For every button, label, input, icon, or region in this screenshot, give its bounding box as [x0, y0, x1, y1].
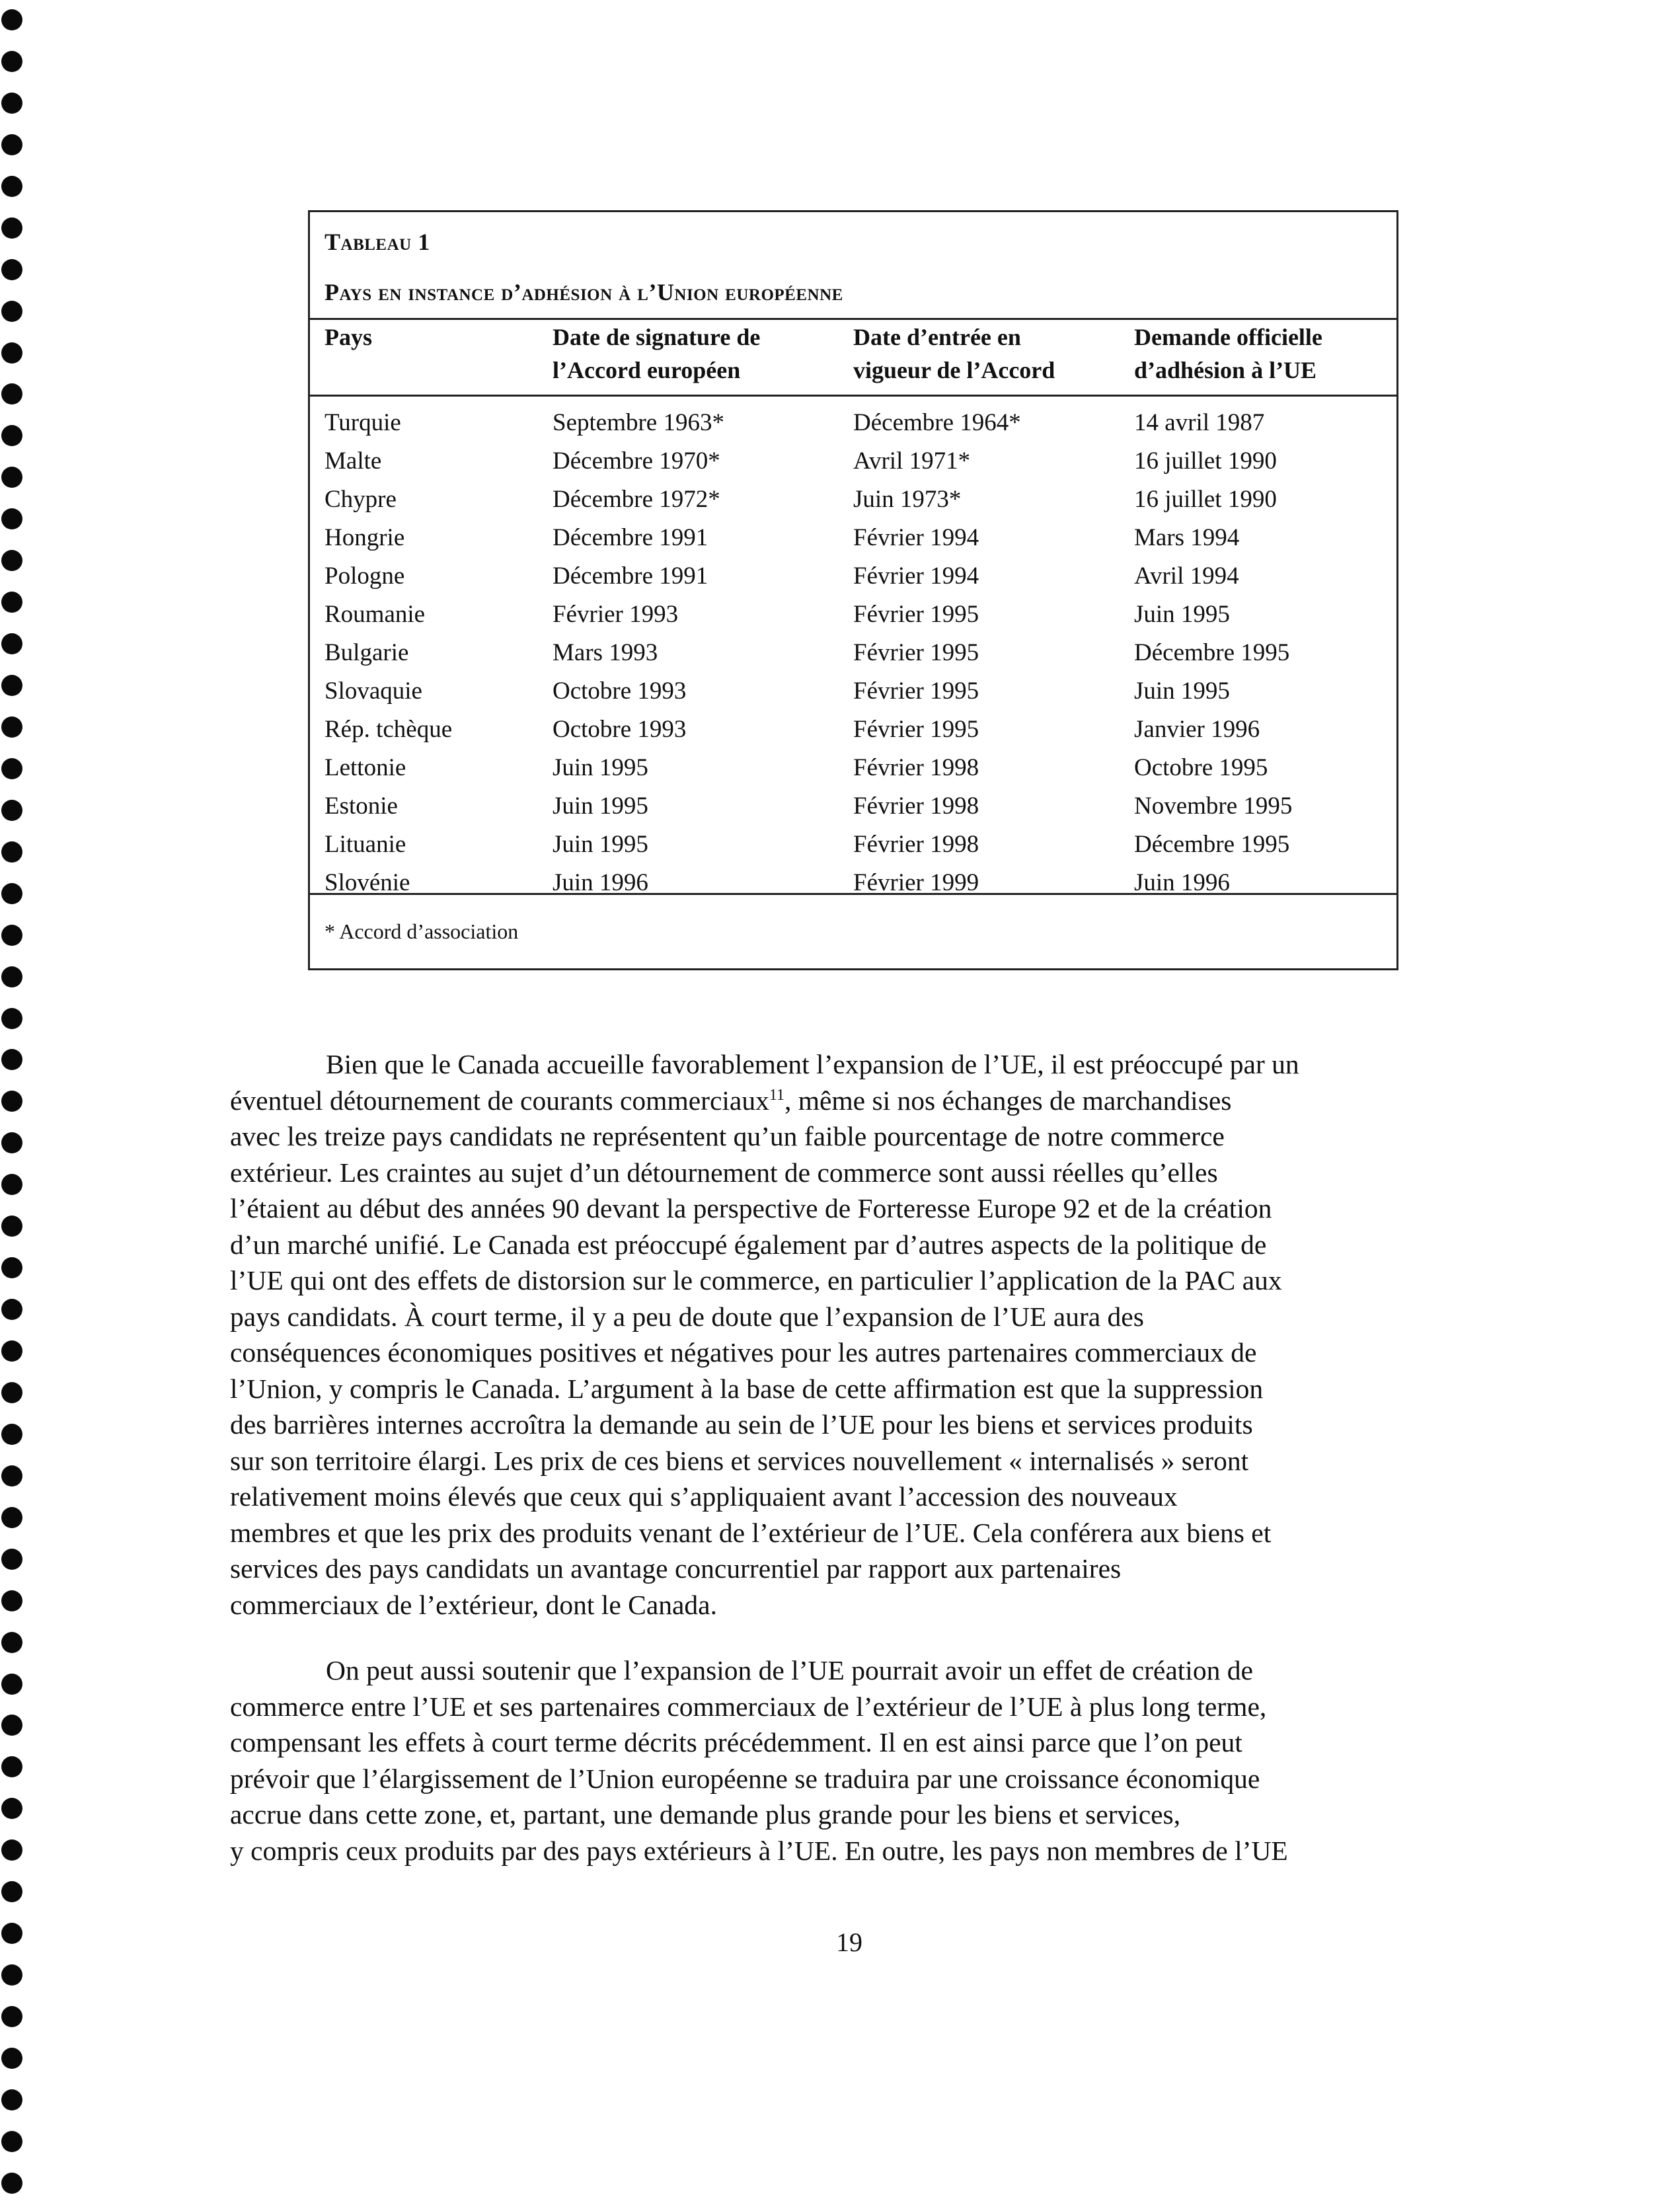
table-cell: Février 1998	[853, 831, 979, 858]
table-body	[325, 404, 1389, 902]
table-cell: Lituanie	[325, 831, 406, 858]
table-cell: 16 juillet 1990	[1134, 447, 1277, 475]
paragraph-line: commerce entre l’UE et ses partenaires commerciaux de l’extérieur de l’UE à plus long terme,	[230, 1691, 1267, 1722]
table-cell: Décembre 1964*	[853, 409, 1021, 436]
binder-hole	[1, 1465, 22, 1487]
table-cell: Pologne	[325, 562, 405, 590]
table-row	[325, 481, 1389, 519]
table-cell: Estonie	[325, 792, 398, 820]
binder-hole	[1, 1715, 22, 1736]
table-cell: Février 1995	[853, 677, 979, 705]
binder-hole	[1, 2173, 22, 2194]
paragraph-line: membres et que les prix des produits venant de l’extérieur de l’UE. Cela conférera aux biens et	[230, 1517, 1272, 1548]
table-cell: Mars 1993	[553, 639, 658, 666]
table-cell: Février 1995	[853, 639, 979, 666]
table-rule-bottom	[310, 893, 1396, 895]
paragraph-line: relativement moins élevés que ceux qui s’appliquaient avant l’accession des nouveaux	[230, 1481, 1178, 1512]
binder-hole	[1, 1299, 22, 1320]
paragraph-line: compensant les effets à court terme décrits précédemment. Il en est ainsi parce que l’on peut	[230, 1727, 1242, 1758]
table-cell: Avril 1971*	[853, 447, 971, 475]
binder-hole	[1, 1839, 22, 1861]
table-cell: Mars 1994	[1134, 524, 1240, 551]
table-row	[325, 864, 1389, 902]
paragraph-line: y compris ceux produits par des pays extérieurs à l’UE. En outre, les pays non membres de l’UE	[230, 1835, 1288, 1866]
table-cell: Slovaquie	[325, 677, 422, 705]
paragraph-line: extérieur. Les craintes au sujet d’un détournement de commerce sont aussi réelles qu’elles	[230, 1157, 1218, 1188]
binder-hole	[1, 259, 22, 280]
paragraph-line: conséquences économiques positives et négatives pour les autres partenaires commerciaux de	[230, 1337, 1257, 1368]
binder-hole	[1, 1923, 22, 1944]
binder-hole	[1, 883, 22, 904]
table-cell: Turquie	[325, 409, 401, 436]
binder-hole	[1, 758, 22, 779]
paragraph-line: On peut aussi soutenir que l’expansion de l’UE pourrait avoir un effet de création de	[326, 1655, 1253, 1685]
table-cell: Novembre 1995	[1134, 792, 1293, 820]
paragraph-line: des barrières internes accroîtra la demande au sein de l’UE pour les biens et services produits	[230, 1409, 1253, 1440]
table-cell: Rép. tchèque	[325, 716, 453, 743]
table-cell: Février 1994	[853, 524, 979, 551]
binder-hole	[1, 383, 22, 405]
binder-hole	[1, 425, 22, 446]
paragraph-line: pays candidats. À court terme, il y a peu de doute que l’expansion de l’UE aura des	[230, 1301, 1144, 1332]
col-header-entree: Date d’entrée en vigueur de l’Accord	[853, 324, 1055, 383]
binder-hole	[1, 1174, 22, 1195]
table-cell: Juin 1995	[1134, 601, 1230, 628]
binder-hole	[1, 1049, 22, 1070]
paragraph-line: prévoir que l’élargissement de l’Union européenne se traduira par une croissance économique	[230, 1763, 1260, 1794]
binder-hole	[1, 93, 22, 114]
table-cell: 16 juillet 1990	[1134, 486, 1277, 513]
binder-hole	[1, 1798, 22, 1819]
table-row	[325, 442, 1389, 481]
binder-hole	[1, 1756, 22, 1777]
binder-hole	[1, 841, 22, 863]
binder-hole	[1, 2006, 22, 2027]
paragraph-line: sur son territoire élargi. Les prix de ces biens et services nouvellement « internalisés » seront	[230, 1445, 1249, 1476]
binder-hole	[1, 1132, 22, 1153]
binder-hole	[1, 1008, 22, 1029]
binder-hole	[1, 592, 22, 613]
binder-hole	[1, 1964, 22, 1986]
table-cell: Septembre 1963*	[553, 409, 724, 436]
binder-hole	[1, 675, 22, 696]
col-header-signature: Date de signature de l’Accord européen	[553, 324, 761, 383]
paragraph-2	[230, 1652, 1472, 1869]
binder-hole	[1, 134, 22, 155]
binder-hole	[1, 9, 22, 30]
table-cell: Malte	[325, 447, 382, 475]
binder-hole	[1, 176, 22, 197]
table-cell: Décembre 1995	[1134, 831, 1290, 858]
table-cell: Janvier 1996	[1134, 716, 1260, 743]
table-row	[325, 596, 1389, 634]
page-number: 19	[836, 1927, 862, 1957]
table-cell: Juin 1995	[553, 754, 648, 781]
binder-hole	[1, 1507, 22, 1528]
paragraph-line: l’étaient au début des années 90 devant la perspective de Forteresse Europe 92 et de la création	[230, 1193, 1272, 1223]
table-rule-header	[310, 395, 1396, 397]
paragraph-1	[230, 1046, 1472, 1623]
table-cell: Slovénie	[325, 869, 410, 896]
binder-hole	[1, 1590, 22, 1611]
table-cell: Février 1998	[853, 754, 979, 781]
binder-hole	[1, 550, 22, 571]
table-cell: Février 1993	[553, 601, 679, 628]
table-cell: Décembre 1995	[1134, 639, 1290, 666]
binder-hole	[1, 1674, 22, 1695]
table-row	[325, 711, 1389, 749]
table-subtitle: Pays en instance d’adhésion à l’Union européenne	[325, 279, 843, 305]
col-header-demande: Demande officielle d’adhésion à l’UE	[1134, 324, 1322, 383]
table-cell: Juin 1996	[553, 869, 648, 896]
binder-hole	[1, 800, 22, 821]
table-cell: Octobre 1993	[553, 677, 687, 705]
table-cell: Hongrie	[325, 524, 405, 551]
paragraph-line: services des pays candidats un avantage concurrentiel par rapport aux partenaires	[230, 1553, 1122, 1584]
paragraph-line: d’un marché unifié. Le Canada est préoccupé également par d’autres aspects de la politique de	[230, 1229, 1267, 1260]
binder-hole	[1, 966, 22, 987]
table-cell: Juin 1995	[553, 831, 648, 858]
binder-hole	[1, 1549, 22, 1570]
table-cell: Février 1999	[853, 869, 979, 896]
table-row	[325, 672, 1389, 711]
table-row	[325, 826, 1389, 864]
table-cell: Bulgarie	[325, 639, 409, 666]
table-cell: Chypre	[325, 486, 397, 513]
paragraph-line: éventuel détournement de courants commerciaux$^{11}$, même si nos échanges de marchandises	[230, 1085, 1232, 1116]
footnote-ref: 11	[769, 1086, 784, 1104]
table-cell: Roumanie	[325, 601, 426, 628]
table-cell: Décembre 1970*	[553, 447, 720, 475]
binder-hole	[1, 1340, 22, 1362]
table-cell: Lettonie	[325, 754, 406, 781]
table-row	[325, 634, 1389, 672]
binder-hole	[1, 1216, 22, 1237]
binder-holes	[0, 0, 26, 2203]
binder-hole	[1, 925, 22, 946]
binder-hole	[1, 633, 22, 654]
table-row	[325, 557, 1389, 596]
table-cell: 14 avril 1987	[1134, 409, 1265, 436]
binder-hole	[1, 467, 22, 488]
binder-hole	[1, 1424, 22, 1445]
table-cell: Décembre 1991	[553, 562, 708, 590]
binder-hole	[1, 716, 22, 738]
binder-hole	[1, 342, 22, 364]
paragraph-line: avec les treize pays candidats ne représentent qu’un faible pourcentage de notre commerce	[230, 1121, 1225, 1151]
paragraph-line: accrue dans cette zone, et, partant, une demande plus grande pour les biens et services,	[230, 1799, 1181, 1830]
table-cell: Octobre 1995	[1134, 754, 1268, 781]
table-cell: Avril 1994	[1134, 562, 1239, 590]
table-cell: Février 1995	[853, 716, 979, 743]
table-cell: Octobre 1993	[553, 716, 687, 743]
binder-hole	[1, 2131, 22, 2152]
table-row	[325, 749, 1389, 787]
paragraph-line: Bien que le Canada accueille favorablement l’expansion de l’UE, il est préoccupé par un	[326, 1049, 1299, 1079]
paragraph-line: commerciaux de l’extérieur, dont le Canada.	[230, 1589, 717, 1620]
table-cell: Février 1998	[853, 792, 979, 820]
table-row	[325, 404, 1389, 442]
paragraph-line: l’UE qui ont des effets de distorsion sur le commerce, en particulier l’application de la PAC aux	[230, 1265, 1282, 1295]
table-cell: Juin 1973*	[853, 486, 962, 513]
accession-table	[308, 210, 1398, 970]
table-title: Tableau 1	[325, 229, 430, 255]
table-rule-top	[310, 318, 1396, 320]
table-cell: Février 1995	[853, 601, 979, 628]
table-row	[325, 519, 1389, 557]
binder-hole	[1, 2089, 22, 2110]
col-header-pays: Pays	[325, 324, 372, 350]
table-cell: Juin 1996	[1134, 869, 1230, 896]
table-footnote: * Accord d’association	[325, 919, 519, 943]
binder-hole	[1, 1881, 22, 1902]
binder-hole	[1, 508, 22, 529]
table-row	[325, 787, 1389, 826]
table-cell: Juin 1995	[553, 792, 648, 820]
binder-hole	[1, 1091, 22, 1112]
binder-hole	[1, 1257, 22, 1278]
binder-hole	[1, 1382, 22, 1403]
table-cell: Décembre 1972*	[553, 486, 720, 513]
paragraph-line: l’Union, y compris le Canada. L’argument à la base de cette affirmation est que la suppression	[230, 1373, 1264, 1404]
binder-hole	[1, 1632, 22, 1653]
binder-hole	[1, 217, 22, 239]
binder-hole	[1, 51, 22, 72]
binder-hole	[1, 2048, 22, 2069]
binder-hole	[1, 301, 22, 322]
table-cell: Février 1994	[853, 562, 979, 590]
table-cell: Juin 1995	[1134, 677, 1230, 705]
table-cell: Décembre 1991	[553, 524, 708, 551]
